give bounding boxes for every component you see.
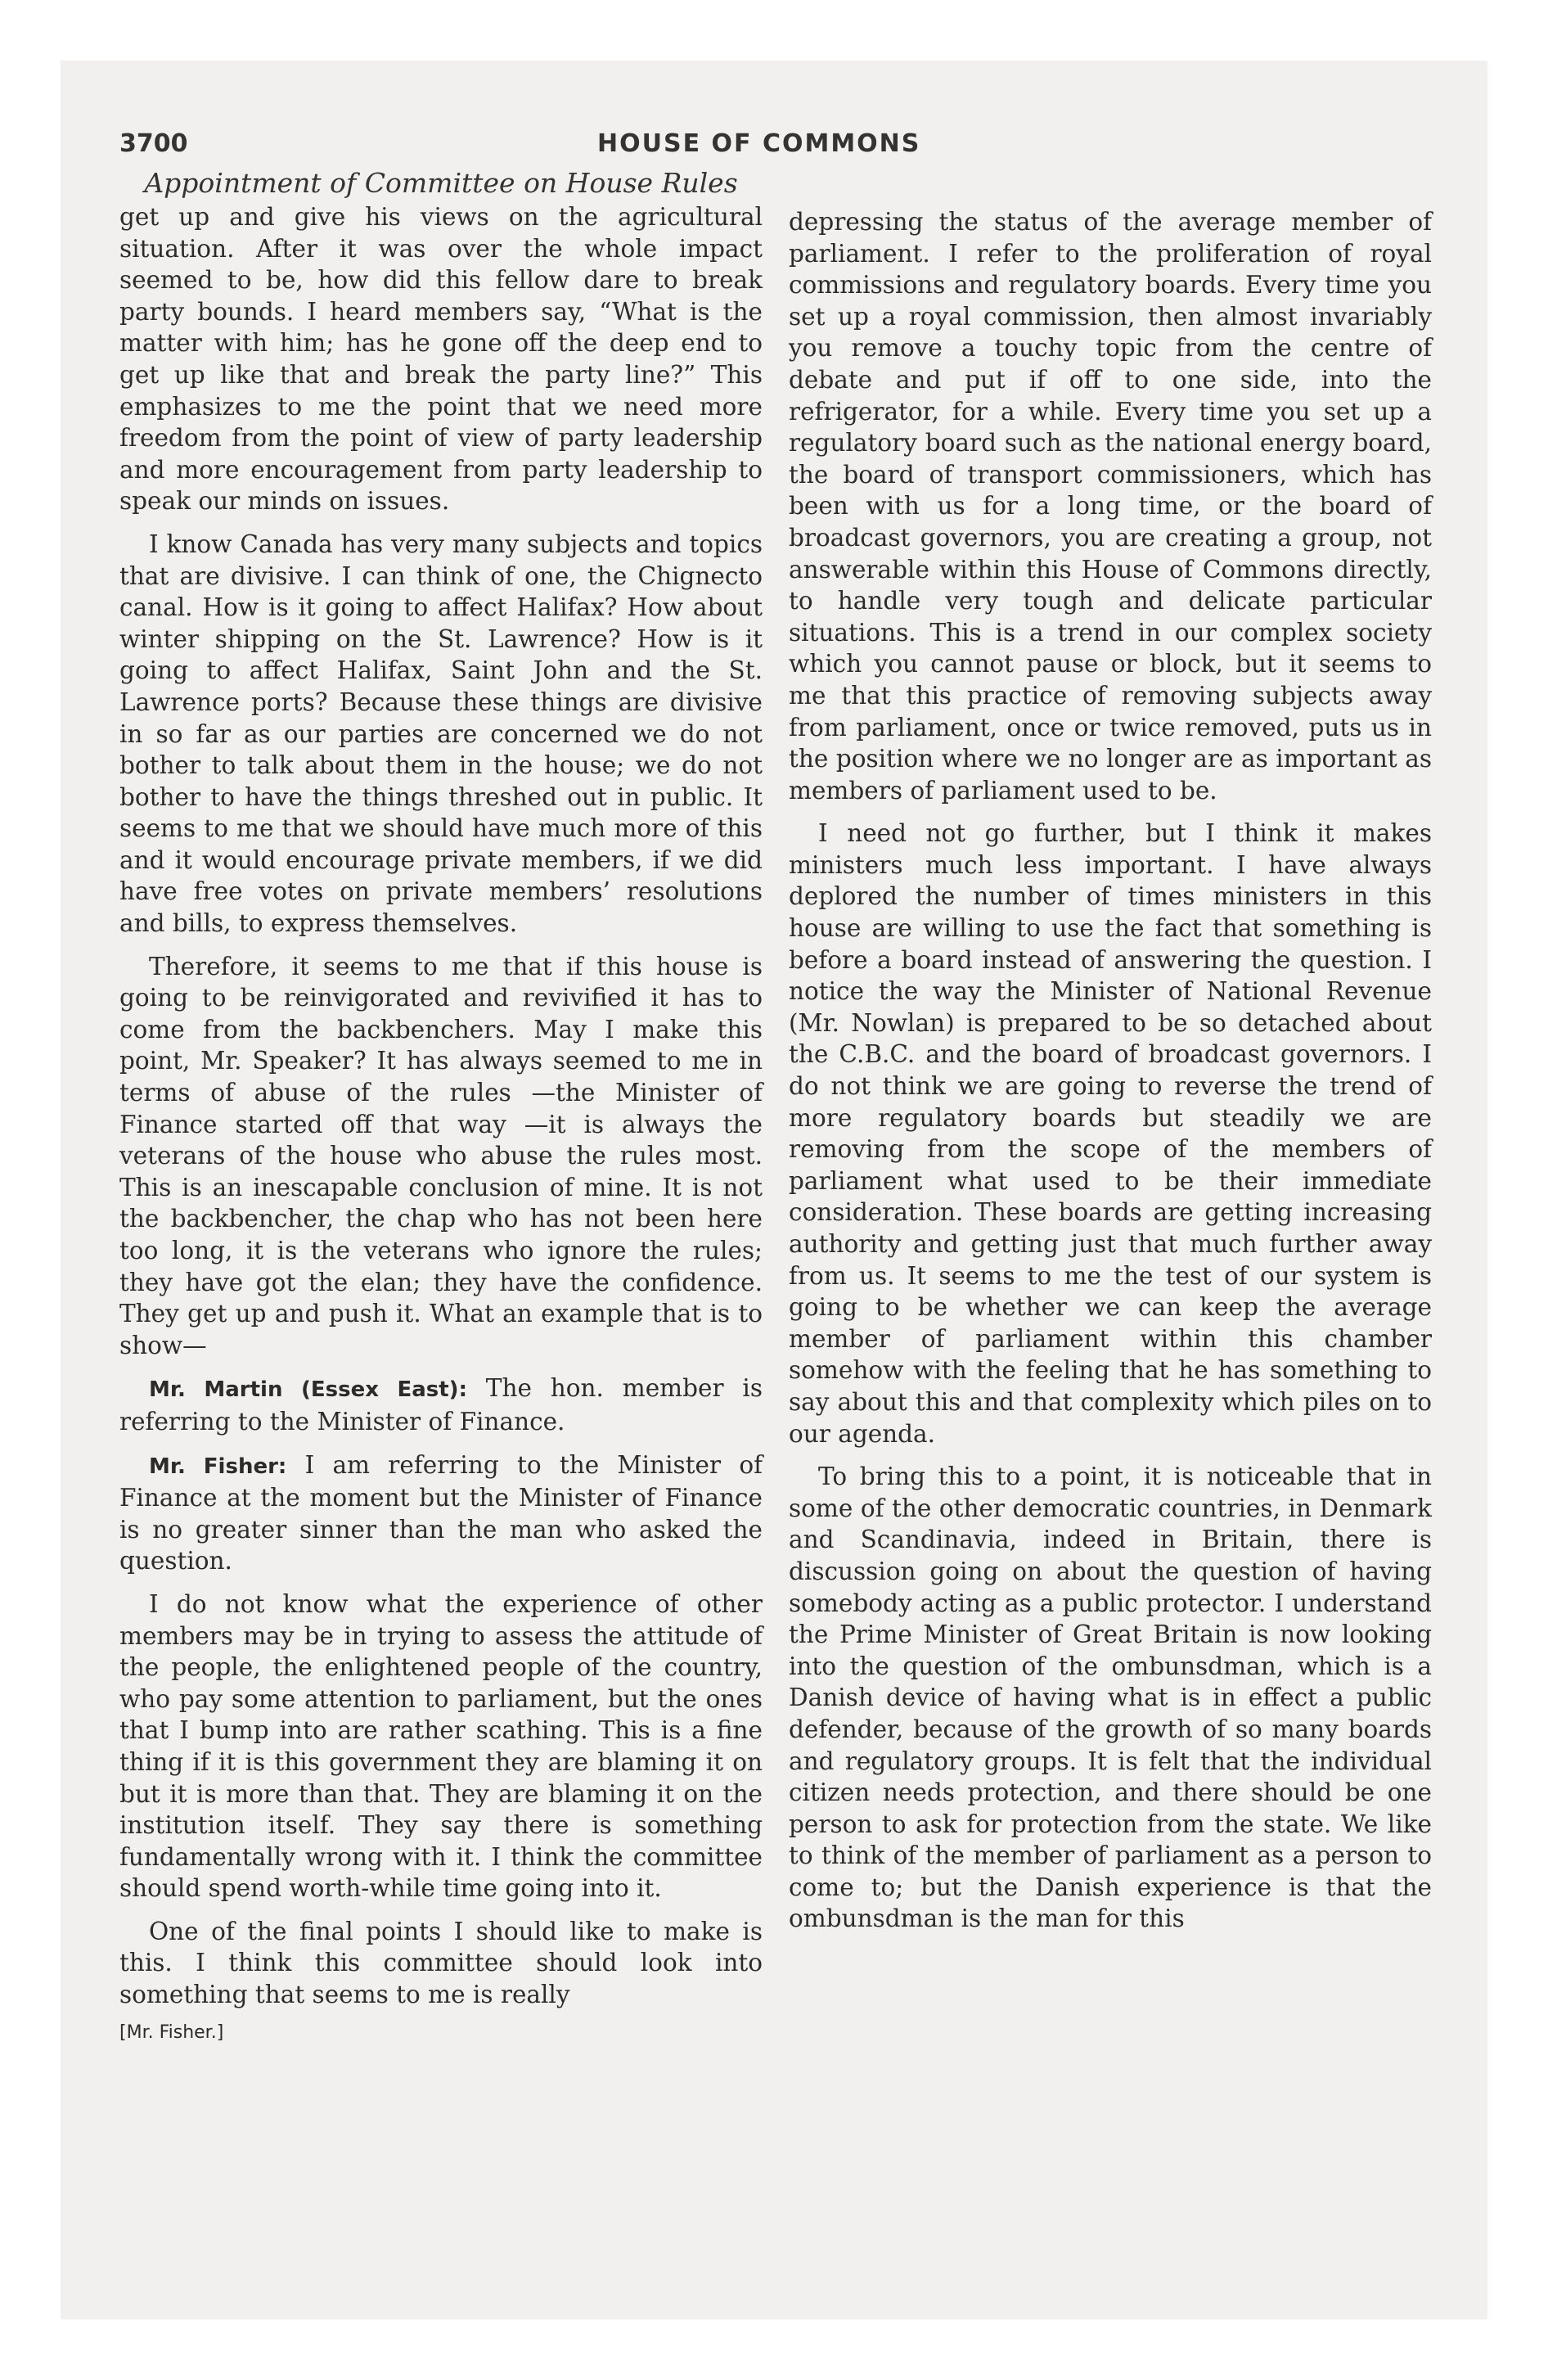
left-paragraph-1: get up and give his views on the agricultural situation. After it was over the whole impact seemed to be, how did this fellow dare to break party bounds. I heard members say, “What is the matter with him; has he gone off the deep end to get up like that and break the party line?” This emphasizes to me the point that we need more freedom from the point of view of party leadership and more encouragement from party leadership to speak our minds on issues.: [119, 203, 763, 516]
right-paragraph-3: To bring this to a point, it is noticeable that in some of the other democratic countries, in Denmark and Scandinavia, indeed in Britain, there is discussion going on about the question of having somebody acting as a public protector. I understand the Prime Minister of Great Britain is now looking into the question of the ombunsdman, which is a Danish device of having what is in effect a public defender, because of the growth of so many boards and regulatory groups. It is felt that the individual citizen needs protection, and there should be one person to ask for protection from the state. We like to think of the member of parliament as a person to come to; but the Danish experience is that the ombunsdman is the man for this: [789, 1463, 1432, 1933]
section-title: Appointment of Committee on House Rules: [144, 167, 738, 199]
left-paragraph-3: Therefore, it seems to me that if this house is going to be reinvigorated and revivified it has to come from the backbenchers. May I make this point, Mr. Speaker? It has always seemed to me in terms of abuse of the rules —the Minister of Finance started off that way —it is always the veterans of the house who abuse the rules most. This is an inescapable conclusion of mine. It is not the backbencher, the chap who has not been here too long, it is the veterans who ignore the rules; they have got the elan; they have the confidence. They get up and push it. What an example that is to show—: [119, 952, 763, 1359]
right-column: [789, 206, 1432, 1946]
left-paragraph-7: One of the final points I should like to make is this. I think this committee should look into something that seems to me is really: [119, 1917, 763, 2009]
scanned-page: [61, 61, 1487, 2319]
right-paragraph-2: I need not go further, but I think it makes ministers much less important. I have always deplored the number of times ministers in this house are willing to use the fact that something is before a board instead of answering the question. I notice the way the Minister of National Revenue (Mr. Nowlan) is prepared to be so detached about the C.B.C. and the board of broadcast governors. I do not think we are going to reverse the trend of more regulatory boards but steadily we are removing from the scope of the members of parliament what used to be their immediate consideration. These boards are getting increasing authority and getting just that much further away from us. It seems to me the test of our system is going to be whether we can keep the average member of parliament within this chamber somehow with the feeling that he has something to say about this and that complexity which piles on to our agenda.: [789, 819, 1432, 1448]
martin-remark: The hon. member is referring to the Minister of Finance.: [119, 1374, 763, 1436]
page-header: [119, 124, 1432, 170]
journal-title: HOUSE OF COMMONS: [597, 129, 921, 158]
left-paragraph-6: I do not know what the experience of other members may be in trying to assess the attitude of the people, the enlightened people of the country, who pay some attention to parliament, but the ones that I bump into are rather scathing. This is a fine thing if it is this government they are blaming it on but it is more than that. They are blaming it on the institution itself. They say there is something fundamentally wrong with it. I think the committee should spend worth-while time going into it.: [119, 1589, 763, 1903]
speaker-fisher: Mr. Fisher:: [149, 1454, 287, 1479]
left-paragraph-2: I know Canada has very many subjects and topics that are divisive. I can think of one, the Chignecto canal. How is it going to affect Halifax? How about winter shipping on the St. Lawrence? How is it going to affect Halifax, Saint John and the St. Lawrence ports? Because these things are divisive in so far as our parties are concerned we do not bother to talk about them in the house; we do not bother to have the things threshed out in public. It seems to me that we should have much more of this and it would encourage private members, if we did have free votes on private members’ resolutions and bills, to express themselves.: [119, 530, 763, 938]
left-paragraph-fisher: [119, 1449, 763, 1577]
page-content: [119, 124, 1432, 2269]
right-paragraph-1: depressing the status of the average member of parliament. I refer to the proliferation of royal commissions and regulatory boards. Every time you set up a royal commission, then almost invariably you remove a touchy topic from the centre of debate and put if off to one side, into the refrigerator, for a while. Every time you set up a regulatory board such as the national energy board, the board of transport commissioners, which has been with us for a long time, or the board of broadcast governors, you are creating a group, not answerable within this House of Commons directly, to handle very tough and delicate particular situations. This is a trend in our complex society which you cannot pause or block, but it seems to me that this practice of removing subjects away from parliament, once or twice removed, puts us in the position where we no longer are as important as members of parliament used to be.: [789, 208, 1432, 805]
fisher-remark: I am referring to the Minister of Finance at the moment but the Minister of Finance is no greater sinner than the man who asked the question.: [119, 1450, 763, 1575]
left-paragraph-martin: [119, 1373, 763, 1437]
text-columns: [119, 167, 1432, 2262]
left-column: [119, 167, 763, 2043]
page-number: 3700: [119, 129, 188, 158]
speaker-martin: Mr. Martin (Essex East):: [149, 1377, 467, 1403]
speaker-attribution: [Mr. Fisher.]: [119, 2022, 224, 2043]
